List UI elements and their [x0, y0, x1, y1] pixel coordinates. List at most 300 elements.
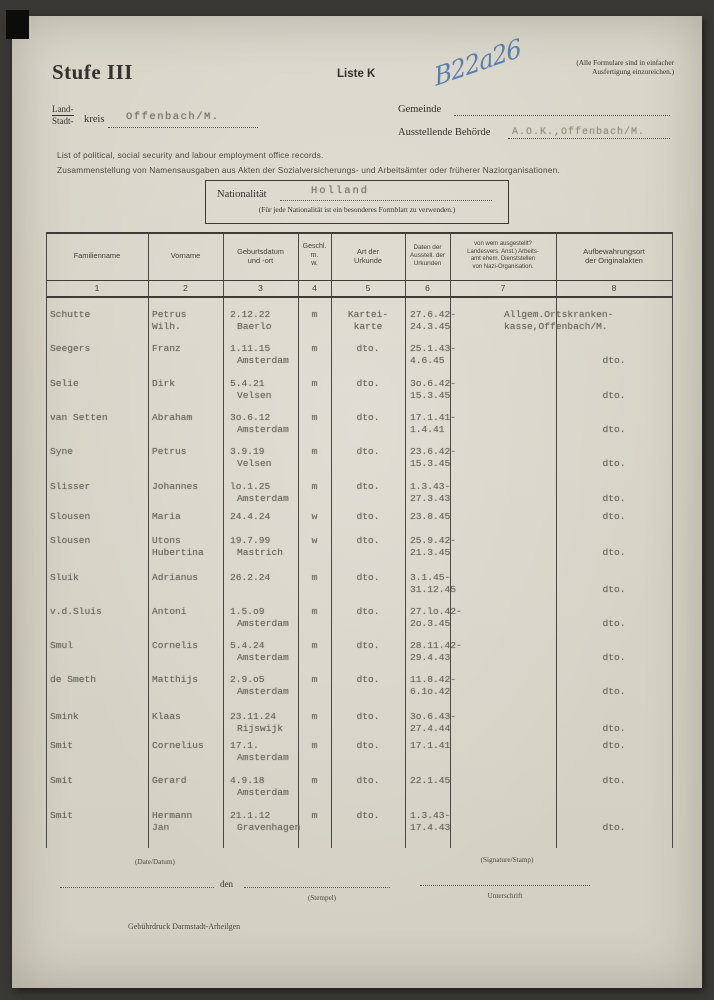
table-cell-line: m — [311, 711, 318, 722]
table-cell — [331, 775, 405, 787]
table-cell — [556, 343, 672, 367]
table-header-cell — [224, 232, 297, 280]
table-cell-line: Amsterdam — [237, 786, 289, 798]
table-cell — [331, 711, 405, 723]
table-cell — [556, 740, 672, 752]
table-cell — [298, 343, 331, 355]
table-cell-line: Petrus — [152, 446, 187, 457]
table-cell-line: van Setten — [50, 412, 108, 423]
table-cell-line: dto. — [602, 722, 626, 734]
table-cell-line: Smit — [50, 775, 74, 786]
corner-instructions-line2: Ausfertigung einzureichen.) — [592, 67, 674, 76]
table-cell-line — [556, 343, 672, 355]
table-cell — [298, 481, 331, 493]
table-cell — [556, 606, 672, 630]
table-header-cell — [451, 232, 555, 280]
table-cell — [152, 343, 181, 355]
table-cell — [298, 412, 331, 424]
table-cell — [331, 343, 405, 355]
table-cell-line: Velsen — [237, 457, 272, 469]
table-header-line: Art der — [356, 246, 380, 256]
table-cell — [298, 535, 331, 547]
table-cell-line: dto. — [602, 740, 626, 751]
table-cell-line: dto. — [602, 821, 626, 833]
table-cell — [230, 640, 289, 664]
table-cell-line: 27.lo.42- — [410, 606, 462, 617]
table-cell-line: 3o.6.12 — [230, 412, 271, 423]
table-cell — [410, 446, 456, 470]
table-cell — [298, 309, 331, 321]
table-cell-line — [556, 535, 672, 547]
table-cell — [230, 740, 289, 764]
table-cell-line: 28.11.42- — [410, 640, 462, 651]
table-cell-line: dto. — [356, 711, 380, 722]
handwritten-annotation: B22a26 — [432, 33, 523, 92]
table-cell-line: m — [311, 640, 318, 651]
table-cell-line: dto. — [356, 378, 380, 389]
table-column-number: 2 — [183, 283, 188, 293]
table-cell-line: 1.11.15 — [230, 343, 271, 354]
table-header-line: von wem ausgestellt? — [474, 241, 532, 247]
table-cell-line: 15.3.45 — [410, 389, 451, 401]
table-cell — [410, 378, 456, 402]
table-cell — [50, 775, 73, 787]
table-cell — [298, 572, 331, 584]
table-cell-line: 21.3.45 — [410, 546, 451, 558]
table-cell — [50, 481, 90, 493]
table-cell-line — [556, 412, 672, 424]
table-cell-line: Smit — [50, 740, 74, 751]
table-cell — [331, 674, 405, 686]
unterschrift-label: Unterschrift — [487, 892, 523, 900]
table-cell — [410, 412, 456, 436]
table-cell — [230, 378, 272, 402]
table-cell-line — [556, 674, 672, 686]
description-de: Zusammenstellung von Namensausgaben aus Akten der Sozialversicherungs- und Arbeitsämter oder früherer Naziorganisationen. — [57, 165, 560, 175]
table-cell-line: 22.1.45 — [410, 775, 451, 786]
table-cell-line: Amsterdam — [237, 685, 289, 697]
table-cell — [152, 572, 198, 584]
table-cell — [50, 309, 90, 321]
kreis-label-group — [52, 104, 74, 126]
table-cell-line: dto. — [602, 775, 626, 786]
table-cell — [230, 343, 289, 367]
table-cell-line — [556, 378, 672, 390]
table-header-line: Urkunde — [354, 256, 382, 265]
kreis-label: kreis — [84, 114, 105, 125]
table-cell — [410, 481, 450, 505]
table-cell — [152, 535, 204, 559]
table-cell-line: 23.6.42- — [410, 446, 457, 457]
table-cell-line: m — [311, 481, 318, 492]
table-cell-line: 1.5.o9 — [230, 606, 265, 617]
table-cell-line: Rijswijk — [237, 722, 284, 734]
table-cell — [331, 535, 405, 547]
table-cell — [152, 711, 181, 723]
table-cell — [152, 640, 198, 652]
table-cell-line: dto. — [356, 810, 380, 821]
table-cell-line — [556, 481, 672, 493]
table-cell-line: 19.7.99 — [230, 535, 271, 546]
table-cell-line: Smul — [50, 640, 74, 651]
table-cell-line: 15.3.45 — [410, 457, 451, 469]
table-cell-line: Cornelius — [152, 740, 204, 751]
table-cell-line: Amsterdam — [237, 651, 289, 663]
table-cell-line: 17.1.41- — [410, 412, 457, 423]
table-cell — [556, 810, 672, 834]
table-cell — [50, 343, 90, 355]
behoerde-label: Ausstellende Behörde — [398, 127, 491, 138]
table-cell-line: Slousen — [50, 535, 91, 546]
table-cell-line: Cornelis — [152, 640, 199, 651]
table-cell-line — [556, 446, 672, 458]
table-cell-line: Kartei- — [347, 309, 389, 320]
table-cell-line: 27.6.42- — [410, 309, 457, 320]
table-cell — [298, 775, 331, 787]
table-cell-line: 17.4.43 — [410, 821, 451, 833]
table-cell — [152, 511, 181, 523]
table-grid-line — [223, 232, 224, 848]
behoerde-value: A.O.K.,Offenbach/M. — [512, 127, 646, 138]
table-cell — [331, 740, 405, 752]
table-cell-line: dto. — [356, 606, 380, 617]
document-page — [12, 16, 702, 988]
table-cell-line: Hermann — [152, 810, 193, 821]
table-cell-line: 21.1.12 — [230, 810, 271, 821]
table-cell-line: 1.4.41 — [410, 423, 445, 435]
table-cell-line: dto. — [602, 685, 626, 697]
table-column-number: 8 — [611, 283, 617, 293]
table-cell-line: 27.4.44 — [410, 722, 451, 734]
table-cell-line: 2o.3.45 — [410, 617, 451, 629]
table-cell-line: dto. — [356, 740, 380, 751]
table-cell-line: Allgem.Ortskranken- — [504, 309, 614, 320]
table-column-number: 3 — [258, 283, 263, 293]
table-cell-line: Amsterdam — [237, 751, 289, 763]
table-cell — [410, 775, 450, 787]
table-cell — [331, 309, 405, 333]
table-cell — [556, 412, 672, 436]
table-header-cell — [149, 232, 222, 280]
table-cell-line: Amsterdam — [237, 492, 289, 504]
table-cell — [50, 511, 90, 523]
table-cell-line: Petrus — [152, 309, 187, 320]
table-cell — [556, 674, 672, 698]
table-cell — [331, 412, 405, 424]
table-cell-line: dto. — [602, 651, 626, 663]
table-cell — [410, 572, 456, 596]
table-cell-line: m — [311, 606, 318, 617]
date-label: (Date/Datum) — [135, 858, 175, 866]
table-cell-line: Gerard — [152, 775, 187, 786]
table-header-line: Geburtsdatum — [237, 246, 284, 256]
table-cell — [230, 606, 289, 630]
table-cell-line: 4.6.45 — [410, 354, 445, 366]
table-column-number: 7 — [500, 283, 506, 293]
table-cell-line: dto. — [602, 389, 626, 401]
table-header-cell — [406, 232, 449, 280]
table-cell-line: w — [311, 535, 318, 546]
table-cell — [298, 740, 331, 752]
table-header-line: Landesvers. Anst.) Arbeits- — [467, 248, 539, 255]
table-cell-line: m — [311, 378, 318, 389]
table-cell-line: 17.1. — [230, 740, 259, 751]
table-cell — [152, 309, 187, 333]
table-cell-line — [556, 640, 672, 652]
table-cell-line: 3.9.19 — [230, 446, 265, 457]
table-grid-line — [148, 232, 149, 848]
table-cell — [230, 481, 289, 505]
table-cell-line: 26.2.24 — [230, 572, 271, 583]
list-label: Liste K — [337, 68, 376, 80]
table-cell-line: Dirk — [152, 378, 176, 389]
table-header-line: Ausstell. der — [409, 252, 446, 259]
table-cell-line: karte — [353, 320, 383, 332]
table-cell — [50, 446, 73, 458]
table-cell — [230, 412, 289, 436]
table-column-number: 5 — [365, 283, 371, 293]
table-cell-line: 6.1o.42 — [410, 685, 451, 697]
table-cell-line: 1.3.43- — [410, 481, 451, 492]
table-cell-line: 5.4.21 — [230, 378, 265, 389]
table-cell — [556, 775, 672, 787]
table-cell-line: dto. — [602, 492, 626, 504]
table-cell-line: Jan — [152, 821, 170, 833]
table-cell-line: m — [311, 810, 318, 821]
table-grid-line — [46, 296, 672, 298]
table-cell — [50, 378, 79, 390]
table-cell — [50, 740, 73, 752]
table-cell-line: m — [311, 343, 318, 354]
table-cell-line: dto. — [356, 511, 380, 522]
table-cell — [50, 711, 79, 723]
table-cell — [230, 446, 272, 470]
table-cell — [152, 810, 192, 834]
nationality-label: Nationalität — [217, 189, 267, 200]
den-label: den — [220, 879, 233, 889]
table-cell — [410, 740, 450, 752]
table-cell — [331, 810, 405, 822]
table-cell-line: Utons — [152, 535, 181, 546]
table-cell-line: 3.1.45- — [410, 572, 451, 583]
table-cell — [152, 378, 175, 390]
table-header-line: von Nazi-Organisation. — [472, 263, 534, 270]
table-cell-line: dto. — [356, 446, 380, 457]
table-header-line: Aufbewahrungsort — [583, 246, 645, 256]
table-cell — [410, 309, 456, 333]
table-cell-line: Amsterdam — [237, 423, 289, 435]
table-cell — [331, 378, 405, 390]
table-cell-line: Antoni — [152, 606, 187, 617]
table-cell-line: dto. — [602, 583, 626, 595]
table-header-line: und -ort — [247, 256, 274, 265]
table-cell — [152, 740, 204, 752]
table-header-cell — [299, 232, 330, 280]
table-cell — [331, 640, 405, 652]
table-cell-line: 25.9.42- — [410, 535, 457, 546]
table-cell-line: dto. — [356, 775, 380, 786]
table-cell — [50, 674, 96, 686]
table-cell-line: Gravenhagen — [237, 821, 301, 833]
table-cell-line: 29.4.43 — [410, 651, 451, 663]
printer-imprint: Gebührdruck Darmstadt-Arheilgen — [128, 922, 241, 931]
table-cell-line: Amsterdam — [237, 617, 289, 629]
table-cell — [556, 446, 672, 470]
table-cell-line — [556, 606, 672, 618]
corner-marker — [6, 10, 29, 39]
table-cell-line: m — [311, 572, 318, 583]
table-cell — [50, 535, 90, 547]
table-cell-line — [556, 810, 672, 822]
table-cell-line: Syne — [50, 446, 74, 457]
table-cell — [152, 412, 192, 424]
table-cell-line: Abraham — [152, 412, 193, 423]
table-cell — [556, 511, 672, 523]
table-cell-line: Adrianus — [152, 572, 199, 583]
table-cell-line: Klaas — [152, 711, 181, 722]
table-column-number: 6 — [425, 283, 430, 293]
table-cell-line: dto. — [602, 546, 626, 558]
form-title: Stufe III — [52, 60, 133, 84]
table-grid-line — [672, 232, 673, 848]
table-cell-line: dto. — [602, 511, 626, 522]
table-cell — [298, 606, 331, 618]
table-cell — [556, 572, 672, 596]
table-cell — [50, 572, 79, 584]
table-cell — [298, 511, 331, 523]
table-header-line: m. — [310, 251, 319, 259]
table-cell — [152, 674, 198, 686]
table-header-line: Familienname — [73, 251, 121, 261]
table-cell — [298, 810, 331, 822]
table-cell-line: Slousen — [50, 511, 91, 522]
table-cell-line: dto. — [602, 354, 626, 366]
table-cell — [298, 378, 331, 390]
table-header-line: Vorname — [170, 251, 201, 261]
table-cell-line: Seegers — [50, 343, 91, 354]
gemeinde-line — [454, 114, 670, 116]
table-cell-line: 23.11.24 — [230, 711, 277, 722]
table-cell — [230, 511, 270, 523]
table-cell-line: Baerlo — [237, 320, 272, 332]
table-cell — [152, 775, 187, 787]
table-cell — [298, 674, 331, 686]
table-cell — [230, 535, 283, 559]
table-cell-line: 2.9.o5 — [230, 674, 265, 685]
table-cell-line: Hubertina — [152, 546, 204, 558]
table-header-cell — [557, 232, 671, 280]
table-header-line: Geschl. — [302, 242, 327, 250]
table-cell-line: Smink — [50, 711, 79, 722]
table-cell — [410, 674, 456, 698]
table-cell-line: 23.8.45 — [410, 511, 451, 522]
table-header-line: Urkunden — [413, 260, 442, 267]
table-cell — [152, 481, 198, 493]
table-cell-line: 3o.6.42- — [410, 378, 457, 389]
table-cell-line: m — [311, 412, 318, 423]
corner-instructions — [576, 58, 674, 76]
table-cell-line: dto. — [356, 535, 380, 546]
table-cell-line: Slisser — [50, 481, 91, 492]
place-line — [244, 886, 390, 888]
table-grid-line — [405, 232, 406, 848]
table-cell-line: dto. — [356, 343, 380, 354]
table-cell-line: m — [311, 775, 318, 786]
table-cell-line: Amsterdam — [237, 354, 289, 366]
table-cell-line: 3o.6.43- — [410, 711, 457, 722]
table-cell — [50, 606, 102, 618]
table-cell — [410, 535, 456, 559]
table-cell-line: Wilh. — [152, 320, 181, 332]
table-cell — [504, 309, 613, 333]
table-cell-line: Maria — [152, 511, 181, 522]
table-header-cell — [332, 232, 404, 280]
nationality-line — [280, 199, 492, 201]
table-cell — [331, 511, 405, 523]
stadt-label: Stadt- — [52, 116, 74, 126]
table-cell — [331, 446, 405, 458]
signature-line — [420, 884, 590, 886]
table-cell-line — [556, 711, 672, 723]
table-cell — [230, 775, 289, 799]
table-cell-line: v.d.Sluis — [50, 606, 102, 617]
table-cell — [410, 711, 456, 735]
table-cell-line: dto. — [356, 640, 380, 651]
corner-instructions-line1: (Alle Formulare sind in einfacher — [576, 58, 674, 67]
table-cell-line: m — [311, 446, 318, 457]
table-cell — [230, 674, 289, 698]
table-cell — [410, 343, 456, 367]
table-cell-line: 17.1.41 — [410, 740, 451, 751]
table-cell-line: 5.4.24 — [230, 640, 265, 651]
table-cell-line: dto. — [356, 412, 380, 423]
table-cell-line: Johannes — [152, 481, 199, 492]
table-cell-line — [556, 572, 672, 584]
table-header-line: w. — [311, 260, 318, 268]
table-cell — [298, 640, 331, 652]
table-cell — [50, 810, 73, 822]
table-header-cell — [47, 232, 147, 280]
table-cell-line: lo.1.25 — [230, 481, 271, 492]
table-cell — [152, 446, 187, 458]
table-cell — [331, 572, 405, 584]
table-cell-line: 27.3.43 — [410, 492, 451, 504]
table-cell-line: Selie — [50, 378, 79, 389]
table-cell-line: m — [311, 740, 318, 751]
table-cell — [152, 606, 187, 618]
table-cell-line: dto. — [356, 674, 380, 685]
table-cell — [556, 640, 672, 664]
table-cell — [331, 606, 405, 618]
table-cell — [50, 412, 108, 424]
table-header-line: amt ehem. Dienststellen — [470, 256, 536, 262]
table-cell — [230, 572, 270, 584]
table-cell-line: 31.12.45 — [410, 583, 457, 595]
table-cell — [410, 640, 462, 664]
table-cell — [556, 711, 672, 735]
table-header-line: Daten der — [413, 244, 442, 251]
table-cell — [410, 810, 450, 834]
table-cell-line: Matthijs — [152, 674, 199, 685]
table-cell-line: m — [311, 674, 318, 685]
description-en: List of political, social security and labour employment office records. — [57, 150, 324, 160]
table-cell-line: Schutte — [50, 309, 91, 320]
table-cell — [230, 711, 283, 735]
signature-label: (Signature/Stamp) — [480, 856, 534, 864]
table-cell — [556, 535, 672, 559]
table-cell-line: dto. — [356, 481, 380, 492]
table-cell-line: 2.12.22 — [230, 309, 271, 320]
